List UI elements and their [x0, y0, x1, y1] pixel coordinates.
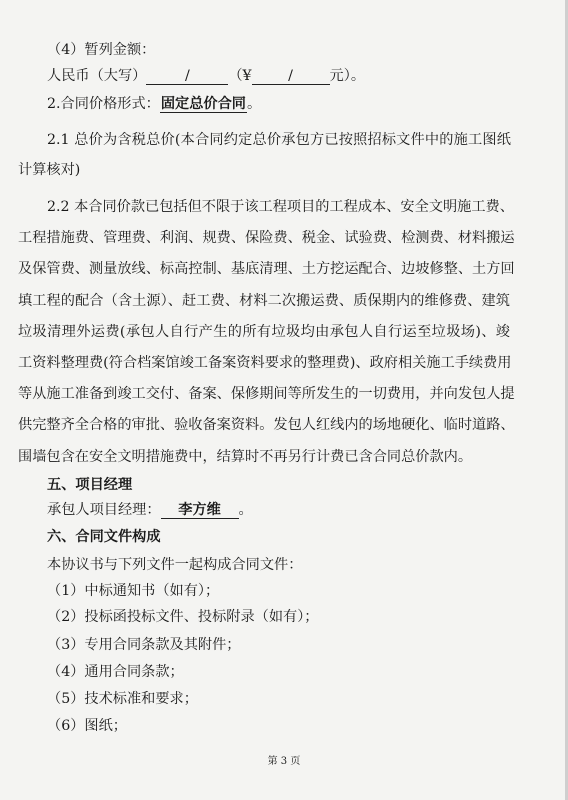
- contract-doc-item: （4）通用合同条款；: [47, 664, 184, 680]
- contract-doc-item: （6）图纸；: [47, 718, 127, 734]
- clause-2-2-line: 工资料整理费(符合档案馆竣工备案资料要求的整理费)、政府相关施工手续费用: [18, 355, 512, 371]
- section-5-heading: 五、项目经理: [47, 477, 133, 493]
- clause-2-1-line2: 计算核对): [18, 162, 81, 178]
- clause-2-2-line: 等从施工准备到竣工交付、备案、保修期间等所发生的一切费用，并向发包人提: [18, 386, 515, 402]
- price-form-line: [47, 95, 261, 113]
- clause-2-2-line: 2.2 本合同价款已包括但不限于该工程项目的工程成本、安全文明施工费、: [47, 199, 514, 215]
- price-form-label: 2.合同价格形式：: [47, 96, 160, 112]
- project-manager-label: 承包人项目经理：: [47, 502, 161, 518]
- clause-2-2-line: 及保管费、测量放线、标高控制、基底清理、土方挖运配合、边坡修整、土方回: [18, 261, 515, 277]
- project-manager-line: [47, 501, 253, 519]
- rmb-amount-line: [47, 67, 365, 85]
- rmb-suffix: 元）。: [329, 68, 366, 84]
- contract-doc-item: （5）技术标准和要求；: [47, 691, 198, 707]
- clause-2-2-line: 填工程的配合（含土源）、赶工费、材料二次搬运费、质保期内的维修费、建筑: [18, 293, 510, 309]
- rmb-figure-value: /: [252, 68, 330, 85]
- contract-doc-item: （2）投标函投标文件、投标附录（如有）；: [47, 609, 319, 625]
- project-manager-suffix: 。: [238, 502, 253, 518]
- page-number: 第 3 页: [267, 756, 301, 767]
- rmb-prefix: 人民币（大写）: [47, 68, 147, 84]
- project-manager-name: 李方维: [161, 502, 239, 519]
- clause-2-2-line: 垃圾清理外运费(承包人自行产生的所有垃圾均由承包人自行运至垃圾场)、竣: [18, 324, 510, 340]
- rmb-capital-value: /: [146, 68, 228, 85]
- section-6-heading: 六、合同文件构成: [47, 529, 161, 545]
- clause-2-2-line: 围墙包含在安全文明措施费中，结算时不再另行计费已含合同总价款内。: [18, 449, 473, 465]
- rmb-yen-label: （¥: [228, 68, 252, 84]
- clause-2-2-line: 供完整齐全合格的审批、验收备案资料。发包人红线内的场地硬化、临时道路、: [18, 417, 515, 433]
- contract-doc-item: （3）专用合同条款及其附件；: [47, 637, 241, 653]
- section-6-intro: 本协议书与下列文件一起构成合同文件：: [47, 557, 303, 573]
- contract-doc-item: （1）中标通知书（如有）；: [47, 583, 220, 599]
- clause-2-2-line: 工程措施费、管理费、利润、规费、保险费、税金、试验费、检测费、材料搬运: [18, 230, 515, 246]
- price-form-value: 固定总价合同: [160, 96, 246, 112]
- clause-2-1-line1: 2.1 总价为含税总价(本合同约定总价承包方已按照招标文件中的施工图纸: [47, 132, 511, 148]
- price-form-suffix: 。: [247, 96, 262, 112]
- provisional-sum-title: （4）暂列金额：: [47, 42, 156, 58]
